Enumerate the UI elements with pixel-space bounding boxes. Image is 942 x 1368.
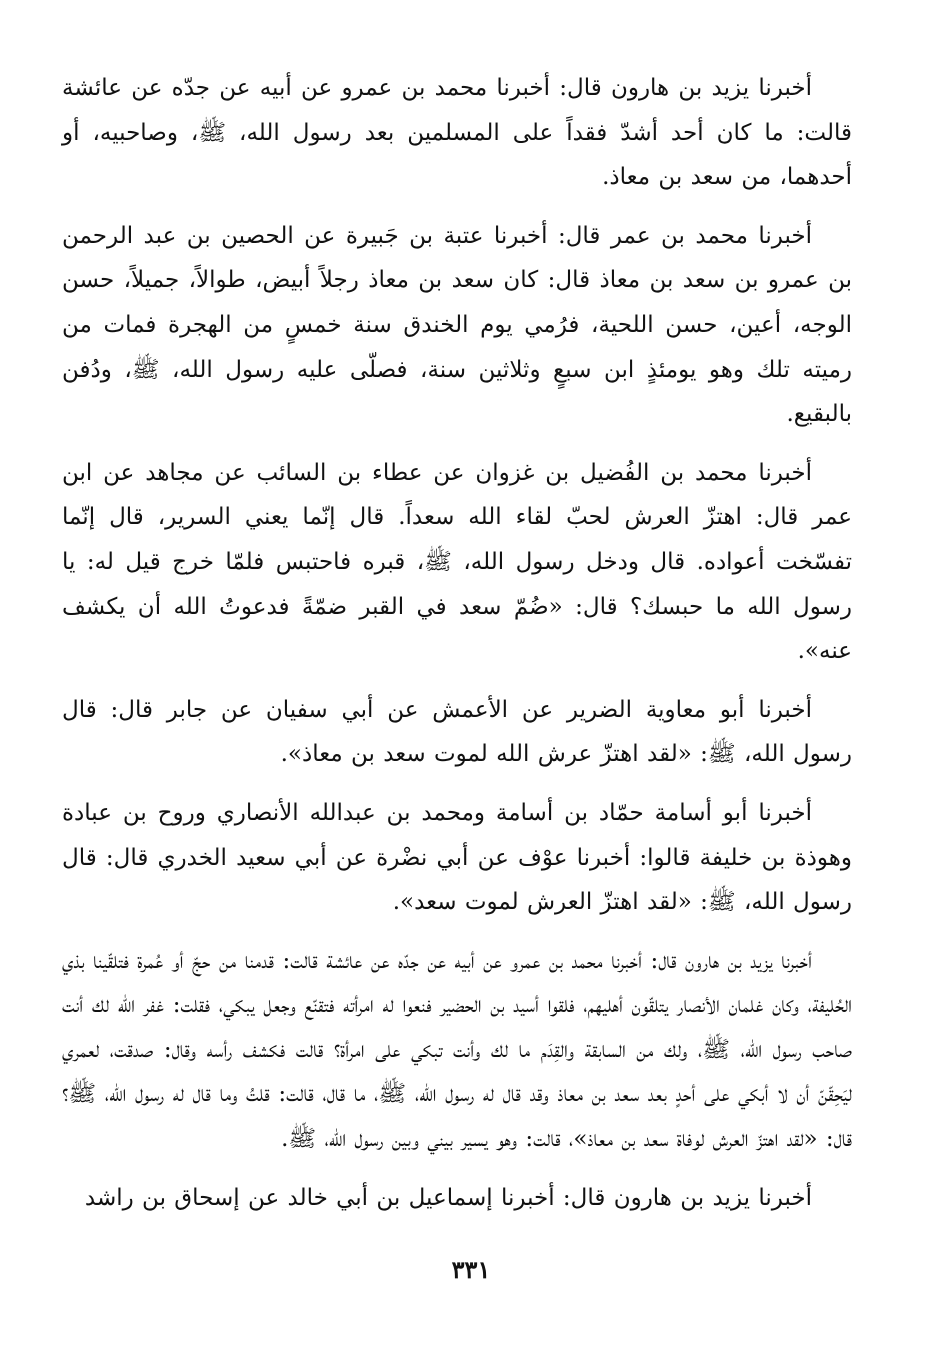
hadith-paragraph: أخبرنا محمد بن الفُضيل بن غزوان عن عطاء بن السائب عن مجاهد عن ابن عمر قال: اهتزّ العرش لحبّ لقاء الله سعداً. قال إنّما يعني السرير، قال إنّما تفسّخت أعواده. قال ودخل رسول الله، ﷺ، قبره فاحتبس فلمّا خرج قيل له: يا رسول الله ما حبسك؟ قال: «ضُمّ سعد في القبر ضمّةً فدعوتُ الله أن يكشف عنه». (62, 459, 852, 665)
page-number: ٣٣١ (451, 1255, 491, 1284)
hadith-paragraph: أخبرنا أبو معاوية الضرير عن الأعمش عن أبي سفيان عن جابر قال: قال رسول الله، ﷺ: «لقد اهتزّ عرش الله لموت سعد بن معاذ». (62, 696, 852, 768)
hadith-paragraph: أخبرنا أبو أسامة حمّاد بن أسامة ومحمد بن عبدالله الأنصاري وروح بن عبادة وهوذة بن خليفة قالوا: أخبرنا عوْف عن أبي نضْرة عن أبي سعيد الخدري قال: قال رسول الله، ﷺ: «لقد اهتزّ العرش لموت سعد». (62, 799, 852, 916)
hadith-paragraph: أخبرنا يزيد بن هارون قال: أخبرنا إسماعيل بن أبي خالد عن إسحاق بن راشد (84, 1184, 812, 1211)
page-body (62, 66, 852, 1234)
hadith-paragraph: أخبرنا محمد بن عمر قال: أخبرنا عتبة بن جَبيرة عن الحصين بن عبد الرحمن بن عمرو بن سعد بن معاذ قال: كان سعد بن معاذ رجلاً أبيض، طوالاً، جميلاً، حسن الوجه، أعين، حسن اللحية، فرُمي يوم الخندق سنة خمسٍ من الهجرة فمات من رميته تلك وهو يومئذٍ ابن سبعٍ وثلاثين سنة، فصلّى عليه رسول الله، ﷺ، ودُفن بالبقيع. (62, 222, 852, 428)
hadith-paragraph: أخبرنا يزيد بن هارون قال: أخبرنا محمد بن عمرو عن أبيه عن جدّه عن عائشة قالت: ما كان أحد أشدّ فقداً على المسلمين بعد رسول الله، ﷺ، وصاحبيه، أو أحدهما، من سعد بن معاذ. (62, 75, 852, 191)
hadith-paragraph: أخبرنا يزيد بن هارون قال: أخبرنا محمد بن عمرو عن أبيه عن جدّه عن عائشة قالت: قدمنا من حجّ أو عُمرة فتلقّينا بذي الحُليفة، وكان غلمان الأنصار يتلقّون أهليهم، فلقوا أسيد بن الحضير فنعوا له امرأته فتقنّع وجعل يبكي، فقلت: غفر الله لك أنت صاحب رسول الله، ﷺ، ولك من السابقة والقِدَم ما لك وأنت تبكي على امرأة؟ قالت فكشف رأسه وقال: صدقت، لعمري ليَحِقّنّ أن لا أبكي على أحدٍ بعد سعد بن معاذ وقد قال له رسول الله، ﷺ، ما قال، قالت: قلتُ وما قال له رسول الله، ﷺ؟ قال: «لقد اهتزّ العرش لوفاة سعد بن معاذ»، قالت: وهو يسير بيني وبين رسول الله، ﷺ. (62, 947, 852, 1153)
